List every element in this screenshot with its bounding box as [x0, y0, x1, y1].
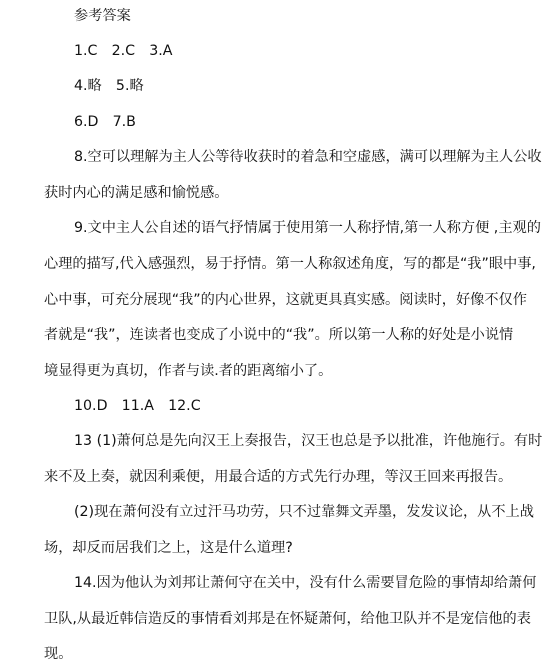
answer-8-line: 获时内心的满足感和愉悦感。 [44, 185, 229, 201]
answer-9-line: 心中事，可充分展现“我”的内心世界，这就更具真实感。阅读时，好像不仅作 [44, 292, 527, 308]
answer-9-line: 境显得更为真切，作者与读.者的距离缩小了。 [44, 363, 333, 379]
document-title: 参考答案 [74, 8, 131, 24]
answer-13-line: (2)现在萧何没有立过汗马功劳，只不过靠舞文弄墨，发发议论，从不上战 [74, 504, 534, 520]
answers-6-7: 6.D 7.B [74, 114, 136, 130]
answer-9-line: 9.文中主人公自述的语气抒情属于使用第一人称抒情,第一人称方便 ,主观的 [74, 220, 541, 236]
answer-9-line: 心理的描写,代入感强烈，易于抒情。第一人称叙述角度，写的都是“我”眼中事, [44, 256, 536, 272]
answer-14-line: 现。 [44, 646, 73, 662]
answer-9-line: 者就是“我”，连读者也变成了小说中的“我”。所以第一人称的好处是小说情 [44, 327, 514, 343]
answer-14-line: 卫队,从最近韩信造反的事情看刘邦是在怀疑萧何，给他卫队并不是宠信他的表 [44, 611, 531, 627]
answers-10-12: 10.D 11.A 12.C [74, 398, 201, 414]
answer-8-line: 8.空可以理解为主人公等待收获时的着急和空虚感，满可以理解为主人公收 [74, 149, 542, 165]
answer-13-line: 场，却反而居我们之上，这是什么道理? [44, 540, 293, 556]
answer-13-line: 13 (1)萧何总是先向汉王上奏报告，汉王也总是予以批准，许他施行。有时 [74, 433, 543, 449]
answer-14-line: 14.因为他认为刘邦让萧何守在关中，没有什么需要冒危险的事情却给萧何 [74, 575, 537, 591]
answer-13-line: 来不及上奏，就因利乘便，用最合适的方式先行办理，等汉王回来再报告。 [44, 469, 513, 485]
answers-1-3: 1.C 2.C 3.A [74, 43, 173, 59]
answers-4-5: 4.略 5.略 [74, 78, 144, 94]
